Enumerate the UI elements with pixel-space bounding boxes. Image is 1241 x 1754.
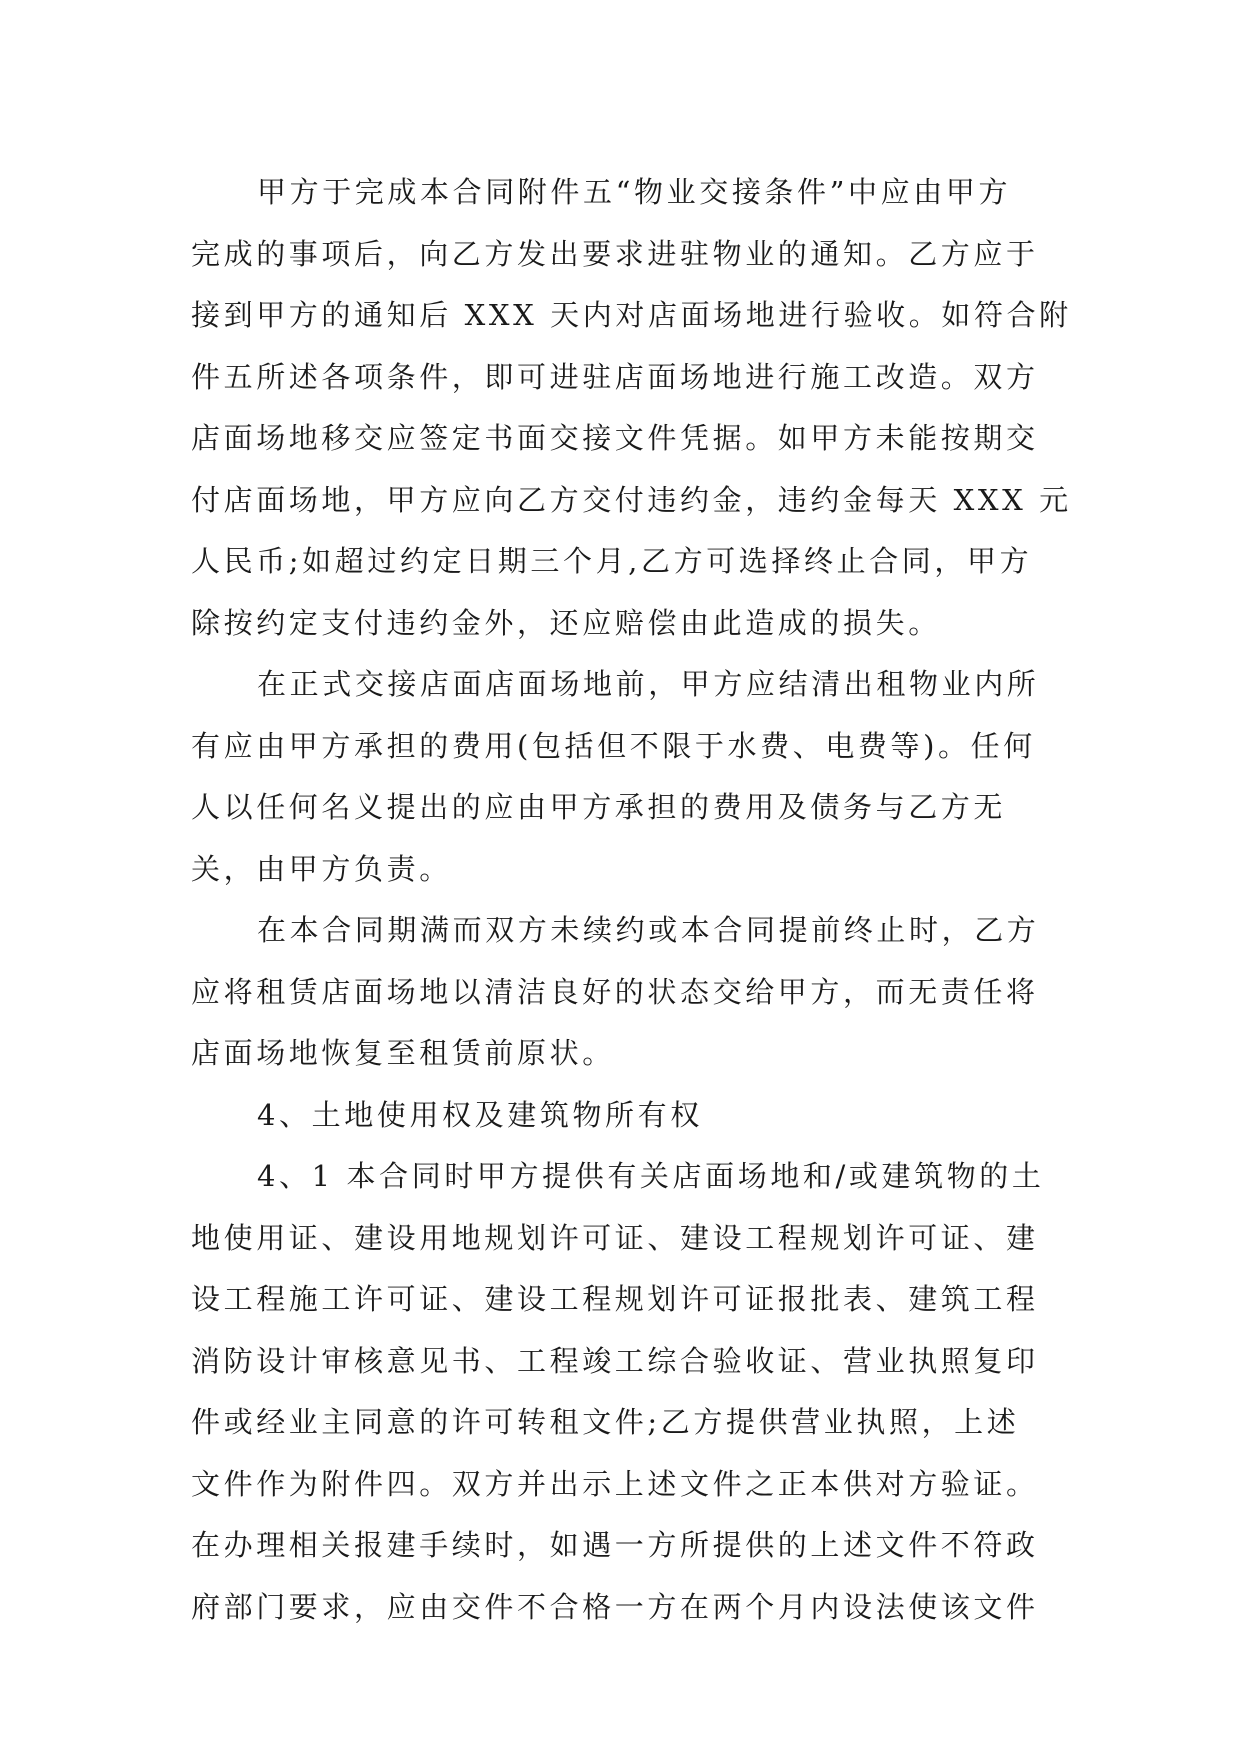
section-heading: 4、土地使用权及建筑物所有权 <box>257 1097 703 1132</box>
text-line: 甲方于完成本合同附件五“物业交接条件”中应由甲方 <box>257 175 1012 209</box>
text-line: 府部门要求，应由交件不合格一方在两个月内设法使该文件 <box>191 1589 1039 1624</box>
text-line: 店面场地移交应签定书面交接文件凭据。如甲方未能按期交 <box>191 421 1039 455</box>
text-line: 设工程施工许可证、建设工程规划许可证报批表、建筑工程 <box>191 1282 1039 1316</box>
text-line: 件或经业主同意的许可转租文件;乙方提供营业执照，上述 <box>191 1405 1020 1439</box>
text-line: 除按约定支付违约金外，还应赔偿由此造成的损失。 <box>191 605 941 640</box>
text-line: 消防设计审核意见书、工程竣工综合验收证、营业执照复印 <box>191 1343 1039 1378</box>
text-line: 有应由甲方承担的费用(包括但不限于水费、电费等)。任何 <box>191 728 1036 763</box>
document-body <box>191 162 1072 1638</box>
text-line: 在办理相关报建手续时，如遇一方所提供的上述文件不符政 <box>191 1528 1039 1562</box>
text-line: 人民币;如超过约定日期三个月,乙方可选择终止合同，甲方 <box>191 544 1033 578</box>
text-line: 文件作为附件四。双方并出示上述文件之正本供对方验证。 <box>191 1466 1039 1501</box>
text-line: 地使用证、建设用地规划许可证、建设工程规划许可证、建 <box>191 1220 1039 1255</box>
text-line: 4、1 本合同时甲方提供有关店面场地和/或建筑物的土 <box>257 1159 1045 1193</box>
text-line: 应将租赁店面场地以清洁良好的状态交给甲方，而无责任将 <box>191 974 1039 1009</box>
text-line: 关，由甲方负责。 <box>191 851 452 886</box>
text-line: 在本合同期满而双方未续约或本合同提前终止时，乙方 <box>257 913 1040 947</box>
text-line: 店面场地恢复至租赁前原状。 <box>191 1036 615 1070</box>
text-line: 付店面场地，甲方应向乙方交付违约金，违约金每天 XXX 元 <box>191 482 1072 517</box>
text-line: 接到甲方的通知后 XXX 天内对店面场地进行验收。如符合附 <box>191 298 1072 332</box>
text-line: 在正式交接店面店面场地前，甲方应结清出租物业内所 <box>257 667 1040 701</box>
text-line: 件五所述各项条件，即可进驻店面场地进行施工改造。双方 <box>191 359 1039 394</box>
text-line: 完成的事项后，向乙方发出要求进驻物业的通知。乙方应于 <box>191 236 1039 271</box>
text-line: 人以任何名义提出的应由甲方承担的费用及债务与乙方无 <box>191 790 1007 824</box>
